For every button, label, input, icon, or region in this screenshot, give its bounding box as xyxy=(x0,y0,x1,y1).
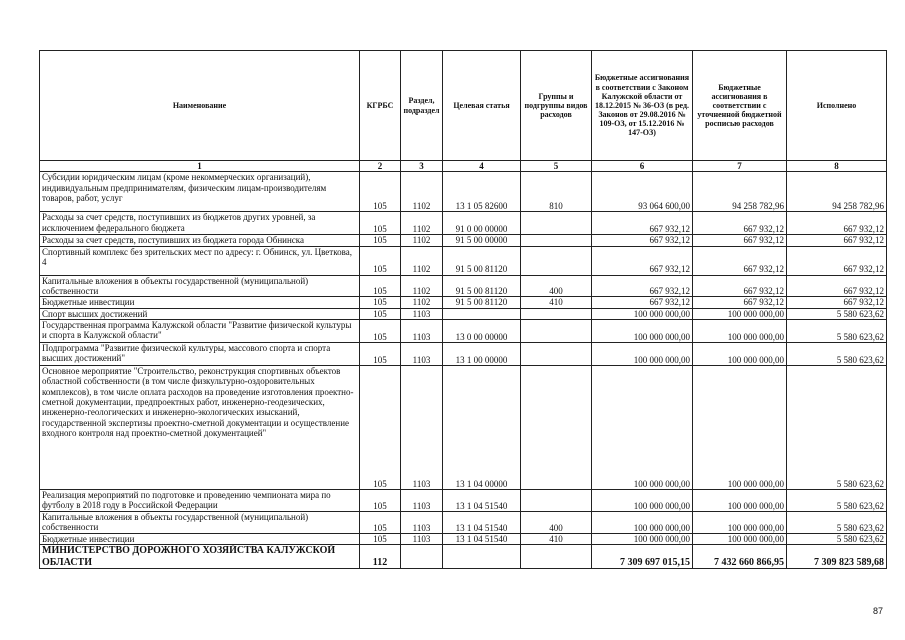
cell-target: 91 5 00 81120 xyxy=(443,297,521,308)
cell-executed: 5 580 623,62 xyxy=(787,320,887,343)
cell-group xyxy=(521,308,592,319)
cell-kgrbs: 112 xyxy=(360,545,401,569)
cell-group xyxy=(521,366,592,490)
col-index: 2 xyxy=(360,161,401,172)
cell-law: 100 000 000,00 xyxy=(592,308,693,319)
cell-refined: 94 258 782,96 xyxy=(693,172,787,212)
cell-law: 667 932,12 xyxy=(592,297,693,308)
table-row xyxy=(40,172,887,212)
cell-target: 91 5 00 00000 xyxy=(443,235,521,246)
cell-name: Расходы за счет средств, поступивших из бюджетов других уровней, за исключением федерального бюджета xyxy=(40,212,360,235)
cell-group: 410 xyxy=(521,297,592,308)
cell-executed: 7 309 823 589,68 xyxy=(787,545,887,569)
table-row xyxy=(40,212,887,235)
cell-group xyxy=(521,320,592,343)
cell-refined: 667 932,12 xyxy=(693,212,787,235)
table-row xyxy=(40,343,887,366)
table-row xyxy=(40,320,887,343)
cell-executed: 667 932,12 xyxy=(787,297,887,308)
cell-section: 1103 xyxy=(401,320,443,343)
cell-kgrbs: 105 xyxy=(360,212,401,235)
cell-refined: 100 000 000,00 xyxy=(693,534,787,545)
col-index: 5 xyxy=(521,161,592,172)
table-row xyxy=(40,512,887,534)
cell-refined: 667 932,12 xyxy=(693,235,787,246)
cell-group: 810 xyxy=(521,172,592,212)
table-row xyxy=(40,308,887,319)
cell-refined: 100 000 000,00 xyxy=(693,512,787,534)
cell-refined: 100 000 000,00 xyxy=(693,320,787,343)
cell-executed: 667 932,12 xyxy=(787,235,887,246)
cell-law: 100 000 000,00 xyxy=(592,534,693,545)
cell-kgrbs: 105 xyxy=(360,490,401,512)
cell-kgrbs: 105 xyxy=(360,366,401,490)
cell-law: 100 000 000,00 xyxy=(592,490,693,512)
cell-law: 667 932,12 xyxy=(592,212,693,235)
cell-executed: 94 258 782,96 xyxy=(787,172,887,212)
cell-refined: 667 932,12 xyxy=(693,246,787,275)
cell-name: МИНИСТЕРСТВО ДОРОЖНОГО ХОЗЯЙСТВА КАЛУЖСКОЙ ОБЛАСТИ xyxy=(40,545,360,569)
cell-name: Реализация мероприятий по подготовке и проведению чемпионата мира по футболу в 2018 году в Российской Федерации xyxy=(40,490,360,512)
col-index: 3 xyxy=(401,161,443,172)
cell-name: Государственная программа Калужской области "Развитие физической культуры и спорта в Калужской области" xyxy=(40,320,360,343)
col-index: 7 xyxy=(693,161,787,172)
cell-executed: 5 580 623,62 xyxy=(787,343,887,366)
cell-name: Бюджетные инвестиции xyxy=(40,297,360,308)
cell-target: 91 5 00 81120 xyxy=(443,246,521,275)
cell-group: 400 xyxy=(521,512,592,534)
header-section: Раздел, подраздел xyxy=(401,51,443,161)
cell-group xyxy=(521,212,592,235)
header-executed: Исполнено xyxy=(787,51,887,161)
cell-kgrbs: 105 xyxy=(360,235,401,246)
cell-refined: 100 000 000,00 xyxy=(693,490,787,512)
cell-target: 13 1 00 00000 xyxy=(443,343,521,366)
table-row xyxy=(40,275,887,297)
table-row xyxy=(40,297,887,308)
cell-kgrbs: 105 xyxy=(360,297,401,308)
cell-law: 100 000 000,00 xyxy=(592,343,693,366)
cell-group: 410 xyxy=(521,534,592,545)
table-row xyxy=(40,246,887,275)
cell-target: 13 1 04 00000 xyxy=(443,366,521,490)
cell-section: 1103 xyxy=(401,308,443,319)
cell-group xyxy=(521,246,592,275)
cell-target: 91 0 00 00000 xyxy=(443,212,521,235)
cell-law: 667 932,12 xyxy=(592,275,693,297)
cell-kgrbs: 105 xyxy=(360,534,401,545)
header-group: Группы и подгруппы видов расходов xyxy=(521,51,592,161)
cell-section: 1103 xyxy=(401,490,443,512)
cell-executed: 667 932,12 xyxy=(787,212,887,235)
cell-group xyxy=(521,235,592,246)
col-index: 8 xyxy=(787,161,887,172)
cell-name: Подпрограмма "Развитие физической культуры, массового спорта и спорта высших достижений" xyxy=(40,343,360,366)
cell-name: Расходы за счет средств, поступивших из бюджета города Обнинска xyxy=(40,235,360,246)
cell-kgrbs: 105 xyxy=(360,308,401,319)
table-row xyxy=(40,235,887,246)
cell-target: 13 1 04 51540 xyxy=(443,512,521,534)
table-row xyxy=(40,366,887,490)
cell-refined: 100 000 000,00 xyxy=(693,308,787,319)
cell-name: Основное мероприятие "Строительство, реконструкция спортивных объектов областной собственности (в том числе физкультурно-оздоровительных комплексов), в том числе оплата расходов на проведение изготовления проектно-сметной документации, предпроектных работ, инженерно-геодезических, инженерно-геологических и инженерно-экологических изысканий, государственной экспертизы проектно-сметной документации и осуществление входного контроля над проектно-сметной документацией" xyxy=(40,366,360,490)
header-law: Бюджетные ассигнования в соответствии с Законом Калужской области от 18.12.2015 № 36-ОЗ (в ред. Законов от 29.08.2016 № 109-ОЗ, от 15.12.2016 № 147-ОЗ) xyxy=(592,51,693,161)
cell-target xyxy=(443,545,521,569)
col-index: 6 xyxy=(592,161,693,172)
cell-law: 667 932,12 xyxy=(592,235,693,246)
cell-refined: 100 000 000,00 xyxy=(693,366,787,490)
cell-section: 1103 xyxy=(401,534,443,545)
cell-section: 1102 xyxy=(401,297,443,308)
cell-law: 7 309 697 015,15 xyxy=(592,545,693,569)
cell-refined: 100 000 000,00 xyxy=(693,343,787,366)
header-refined: Бюджетные ассигнования в соответствии с уточненной бюджетной росписью расходов xyxy=(693,51,787,161)
cell-name: Субсидии юридическим лицам (кроме некоммерческих организаций), индивидуальным предпринимателям, физическим лицам-производителям товаров, работ, услуг xyxy=(40,172,360,212)
cell-name: Спорт высших достижений xyxy=(40,308,360,319)
cell-law: 100 000 000,00 xyxy=(592,320,693,343)
cell-law: 93 064 600,00 xyxy=(592,172,693,212)
cell-executed: 5 580 623,62 xyxy=(787,308,887,319)
cell-kgrbs: 105 xyxy=(360,246,401,275)
cell-section: 1103 xyxy=(401,512,443,534)
cell-executed: 5 580 623,62 xyxy=(787,512,887,534)
cell-group: 400 xyxy=(521,275,592,297)
cell-target: 91 5 00 81120 xyxy=(443,275,521,297)
cell-target: 13 1 04 51540 xyxy=(443,534,521,545)
cell-executed: 667 932,12 xyxy=(787,246,887,275)
cell-name: Капитальные вложения в объекты государственной (муниципальной) собственности xyxy=(40,275,360,297)
header-kgrbs: КГРБС xyxy=(360,51,401,161)
cell-section: 1103 xyxy=(401,366,443,490)
cell-group xyxy=(521,545,592,569)
cell-target: 13 1 05 82600 xyxy=(443,172,521,212)
cell-executed: 667 932,12 xyxy=(787,275,887,297)
cell-group xyxy=(521,343,592,366)
cell-section: 1102 xyxy=(401,235,443,246)
cell-group xyxy=(521,490,592,512)
table-row xyxy=(40,490,887,512)
cell-section xyxy=(401,545,443,569)
cell-target: 13 0 00 00000 xyxy=(443,320,521,343)
cell-kgrbs: 105 xyxy=(360,320,401,343)
cell-name: Бюджетные инвестиции xyxy=(40,534,360,545)
cell-section: 1102 xyxy=(401,246,443,275)
cell-section: 1103 xyxy=(401,343,443,366)
page-number: 87 xyxy=(872,606,883,616)
cell-name: Спортивный комплекс без зрительских мест по адресу: г. Обнинск, ул. Цветкова, 4 xyxy=(40,246,360,275)
column-index-row xyxy=(40,161,887,172)
cell-executed: 5 580 623,62 xyxy=(787,366,887,490)
cell-section: 1102 xyxy=(401,275,443,297)
cell-kgrbs: 105 xyxy=(360,343,401,366)
cell-kgrbs: 105 xyxy=(360,512,401,534)
table-row xyxy=(40,534,887,545)
cell-law: 100 000 000,00 xyxy=(592,512,693,534)
cell-refined: 667 932,12 xyxy=(693,297,787,308)
header-name: Наименование xyxy=(40,51,360,161)
cell-section: 1102 xyxy=(401,172,443,212)
cell-executed: 5 580 623,62 xyxy=(787,490,887,512)
cell-kgrbs: 105 xyxy=(360,172,401,212)
col-index: 4 xyxy=(443,161,521,172)
cell-refined: 7 432 660 866,95 xyxy=(693,545,787,569)
cell-section: 1102 xyxy=(401,212,443,235)
budget-table xyxy=(39,50,887,569)
header-target: Целевая статья xyxy=(443,51,521,161)
cell-law: 667 932,12 xyxy=(592,246,693,275)
header-row xyxy=(40,51,887,161)
col-index: 1 xyxy=(40,161,360,172)
cell-target xyxy=(443,308,521,319)
cell-target: 13 1 04 51540 xyxy=(443,490,521,512)
table-row xyxy=(40,545,887,569)
cell-refined: 667 932,12 xyxy=(693,275,787,297)
cell-name: Капитальные вложения в объекты государственной (муниципальной) собственности xyxy=(40,512,360,534)
cell-executed: 5 580 623,62 xyxy=(787,534,887,545)
cell-law: 100 000 000,00 xyxy=(592,366,693,490)
cell-kgrbs: 105 xyxy=(360,275,401,297)
